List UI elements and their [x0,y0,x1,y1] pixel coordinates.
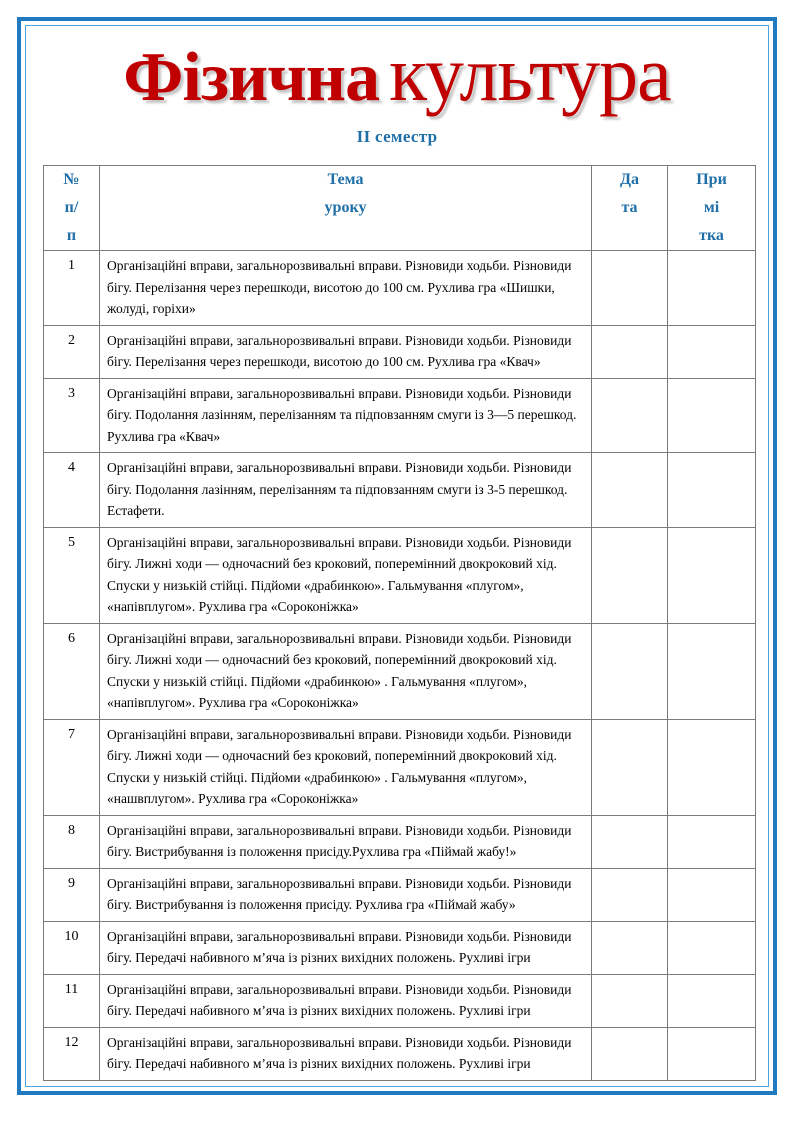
column-header-number-line1: № [63,171,80,188]
document-content [21,21,773,1091]
table-row [44,719,756,815]
cell-lesson-number: 7 [44,719,100,815]
cell-lesson-topic: Організаційні вправи, загальнорозвивальні вправи. Різновиди ходьби. Різновиди бігу. Вистрибування із положення присіду. Рухлива гра «Піймай жабу» [100,868,592,921]
table-row [44,453,756,528]
cell-lesson-date[interactable] [592,719,668,815]
column-header-note-line1: При [696,171,727,188]
column-header-number-line2: п/ [64,199,79,216]
cell-lesson-topic: Організаційні вправи, загальнорозвивальні вправи. Різновиди ходьби. Різновиди бігу. Лижні ходи — одночасний без кроковий, поперемінний двокроковий хід. Спуски у низькій стійці. Підйоми «драбинкою». Гальмування «плугом», «напівплугом». Рухлива гра «Сороконіжка» [100,527,592,623]
column-header-note-line2: мі [703,199,720,216]
cell-lesson-number: 6 [44,623,100,719]
cell-lesson-number: 5 [44,527,100,623]
page-frame [17,17,777,1095]
table-row [44,378,756,453]
cell-lesson-date[interactable] [592,868,668,921]
cell-lesson-number: 10 [44,921,100,974]
cell-lesson-topic: Організаційні вправи, загальнорозвивальні вправи. Різновиди ходьби. Різновиди бігу. Передачі набивного м’яча із різних вихідних положень. Рухливі ігри [100,1027,592,1080]
cell-lesson-number: 3 [44,378,100,453]
lesson-schedule-table [43,165,756,1081]
table-row [44,1027,756,1080]
cell-lesson-note[interactable] [668,251,756,326]
column-header-note [668,166,756,251]
cell-lesson-note[interactable] [668,921,756,974]
column-header-note-line3: тка [699,227,724,244]
cell-lesson-note[interactable] [668,453,756,528]
cell-lesson-note[interactable] [668,527,756,623]
cell-lesson-number: 9 [44,868,100,921]
table-row [44,325,756,378]
table-row [44,251,756,326]
cell-lesson-number: 11 [44,974,100,1027]
cell-lesson-topic: Організаційні вправи, загальнорозвивальні вправи. Різновиди ходьби. Різновиди бігу. Вистрибування із положення присіду.Рухлива гра «Піймай жабу!» [100,815,592,868]
cell-lesson-topic: Організаційні вправи, загальнорозвивальні вправи. Різновиди ходьби. Різновиди бігу. Передачі набивного м’яча із різних вихідних положень. Рухливі ігри [100,921,592,974]
table-header-row [44,166,756,251]
cell-lesson-note[interactable] [668,1027,756,1080]
cell-lesson-number: 1 [44,251,100,326]
cell-lesson-number: 12 [44,1027,100,1080]
schedule-table-wrapper [21,165,773,1081]
column-header-date-line1: Да [619,171,639,188]
cell-lesson-topic: Організаційні вправи, загальнорозвивальні вправи. Різновиди ходьби. Різновиди бігу. Лижні ходи — одночасний без кроковий, поперемінний двокроковий хід. Спуски у низькій стійці. Підйоми «драбинкою» . Гальмування «плугом», «нашвплугом». Рухлива гра «Сороконіжка» [100,719,592,815]
cell-lesson-number: 4 [44,453,100,528]
cell-lesson-topic: Організаційні вправи, загальнорозвивальні вправи. Різновиди ходьби. Різновиди бігу. Передачі набивного м’яча із різних вихідних положень. Рухливі ігри [100,974,592,1027]
subtitle-semester: II семестр [356,127,438,146]
cell-lesson-topic: Організаційні вправи, загальнорозвивальні вправи. Різновиди ходьби. Різновиди бігу. Перелізання через перешкоди, висотою до 100 см. Рухлива гра «Шишки, жолуді, горіхи» [100,251,592,326]
table-header [44,166,756,251]
cell-lesson-date[interactable] [592,453,668,528]
column-header-date [592,166,668,251]
table-row [44,974,756,1027]
cell-lesson-date[interactable] [592,325,668,378]
cell-lesson-note[interactable] [668,623,756,719]
cell-lesson-date[interactable] [592,378,668,453]
table-row [44,527,756,623]
column-header-number-line3: п [66,227,77,244]
cell-lesson-topic: Організаційні вправи, загальнорозвивальні вправи. Різновиди ходьби. Різновиди бігу. Подолання лазінням, перелізанням та підповзанням смуги із 3—5 перешкод. Рухлива гра «Квач» [100,378,592,453]
table-row [44,815,756,868]
cell-lesson-date[interactable] [592,974,668,1027]
page-title [21,21,773,117]
cell-lesson-note[interactable] [668,325,756,378]
column-header-topic [100,166,592,251]
cell-lesson-number: 8 [44,815,100,868]
cell-lesson-number: 2 [44,325,100,378]
table-row [44,868,756,921]
table-row [44,921,756,974]
cell-lesson-topic: Організаційні вправи, загальнорозвивальні вправи. Різновиди ходьби. Різновиди бігу. Перелізання через перешкоди, висотою до 100 см. Рухлива гра «Квач» [100,325,592,378]
title-word-kultura: культура [389,30,671,117]
cell-lesson-note[interactable] [668,378,756,453]
cell-lesson-date[interactable] [592,527,668,623]
column-header-number [44,166,100,251]
column-header-topic-line1: Тема [327,171,364,188]
cell-lesson-date[interactable] [592,1027,668,1080]
cell-lesson-topic: Організаційні вправи, загальнорозвивальні вправи. Різновиди ходьби. Різновиди бігу. Подолання лазінням, перелізанням та підповзанням смуги із 3-5 перешкод. Естафети. [100,453,592,528]
cell-lesson-date[interactable] [592,251,668,326]
table-body [44,251,756,1081]
cell-lesson-note[interactable] [668,719,756,815]
title-word-fizychna: Фізична [123,39,380,116]
table-row [44,623,756,719]
cell-lesson-note[interactable] [668,974,756,1027]
cell-lesson-note[interactable] [668,815,756,868]
cell-lesson-date[interactable] [592,815,668,868]
cell-lesson-topic: Організаційні вправи, загальнорозвивальні вправи. Різновиди ходьби. Різновиди бігу. Лижні ходи — одночасний без кроковий, поперемінний двокроковий хід. Спуски у низькій стійці. Підйоми «драбинкою» . Гальмування «плугом», «напівплугом». Рухлива гра «Сороконіжка» [100,623,592,719]
cell-lesson-date[interactable] [592,623,668,719]
column-header-topic-line2: уроку [324,199,367,216]
cell-lesson-date[interactable] [592,921,668,974]
column-header-date-line2: та [621,199,638,216]
cell-lesson-note[interactable] [668,868,756,921]
